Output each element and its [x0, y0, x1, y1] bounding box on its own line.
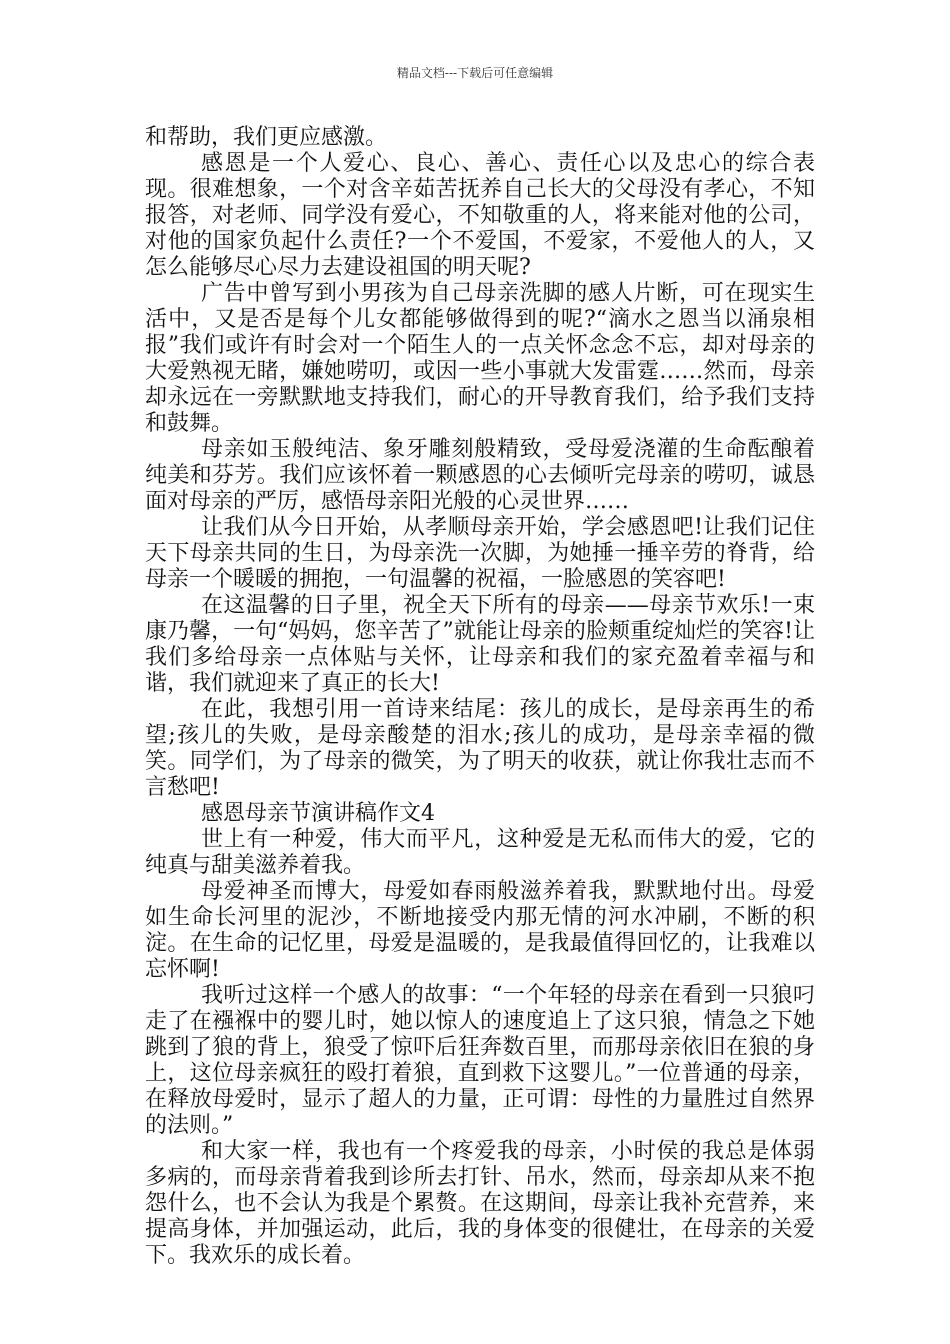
- paragraph-3: 广告中曾写到小男孩为自己母亲洗脚的感人片断，可在现实生活中，又是否是每个儿女都能够做得到的呢?“滴水之恩当以涌泉相报”我们或许有时会对一个陌生人的一点关怀念念不忘，却对母亲的大爱熟视无睹，嫌她唠叨，或因一些小事就大发雷霆……然而，母亲却永远在一旁默默地支持我们，耐心的开导教育我们，给予我们支持和鼓舞。: [145, 281, 815, 436]
- paragraph-6: 在这温馨的日子里，祝全天下所有的母亲——母亲节欢乐!一束康乃馨，一句“妈妈，您辛苦了”就能让母亲的脸颊重绽灿烂的笑容!让我们多给母亲一点体贴与关怀，让母亲和我们的家充盈着幸福与和谐，我们就迎来了真正的长大!: [145, 593, 815, 696]
- paragraph-10: 母爱神圣而博大，母爱如春雨般滋养着我，默默地付出。母爱如生命长河里的泥沙，不断地接受内那无情的河水冲刷，不断的积淀。在生命的记忆里，母爱是温暖的，是我最值得回忆的，让我难以忘怀啊!: [145, 879, 815, 982]
- paragraph-2: 感恩是一个人爱心、良心、善心、责任心以及忠心的综合表现。很难想象，一个对含辛茹苦抚养自己长大的父母没有孝心，不知报答，对老师、同学没有爱心，不知敬重的人，将来能对他的公司，对他的国家负起什么责任?一个不爱国，不爱家，不爱他人的人，又怎么能够尽心尽力去建设祖国的明天呢?: [145, 151, 815, 280]
- paragraph-11: 我听过这样一个感人的故事：“一个年轻的母亲在看到一只狼叼走了在襁褓中的婴儿时，她以惊人的速度追上了这只狼，情急之下她跳到了狼的背上，狼受了惊吓后狂奔数百里，而那母亲依旧在狼的身上，这位母亲疯狂的殴打着狼，直到救下这婴儿。”一位普通的母亲，在释放母爱时，显示了超人的力量，正可谓：母性的力量胜过自然界的法则。”: [145, 983, 815, 1138]
- page-header: 精品文档---下载后可任意编辑: [396, 66, 554, 80]
- paragraph-7: 在此，我想引用一首诗来结尾：孩儿的成长，是母亲再生的希望;孩儿的失败，是母亲酸楚的泪水;孩儿的成功，是母亲幸福的微笑。同学们，为了母亲的微笑，为了明天的收获，就让你我壮志而不言愁吧!: [145, 697, 815, 800]
- section-heading: 感恩母亲节演讲稿作文4: [201, 801, 435, 826]
- paragraph-4: 母亲如玉般纯洁、象牙雕刻般精致，受母爱浇灌的生命酝酿着纯美和芬芳。我们应该怀着一颗感恩的心去倾听完母亲的唠叨，诚恳面对母亲的严厉，感悟母亲阳光般的心灵世界……: [145, 437, 815, 514]
- document-body: [145, 125, 815, 1269]
- paragraph-12: 和大家一样，我也有一个疼爱我的母亲，小时侯的我总是体弱多病的，而母亲背着我到诊所去打针、吊水，然而，母亲却从来不抱怨什么，也不会认为我是个累赘。在这期间，母亲让我补充营养，来提高身体，并加强运动，此后，我的身体变的很健壮，在母亲的关爱下。我欢乐的成长着。: [145, 1139, 815, 1268]
- paragraph-5: 让我们从今日开始，从孝顺母亲开始，学会感恩吧!让我们记住天下母亲共同的生日，为母亲洗一次脚，为她捶一捶辛劳的脊背，给母亲一个暖暖的拥抱，一句温馨的祝福，一脸感恩的笑容吧!: [145, 515, 815, 592]
- paragraph-1: 和帮助，我们更应感激。: [145, 125, 388, 150]
- paragraph-9: 世上有一种爱，伟大而平凡，这种爱是无私而伟大的爱，它的纯真与甜美滋养着我。: [145, 827, 815, 878]
